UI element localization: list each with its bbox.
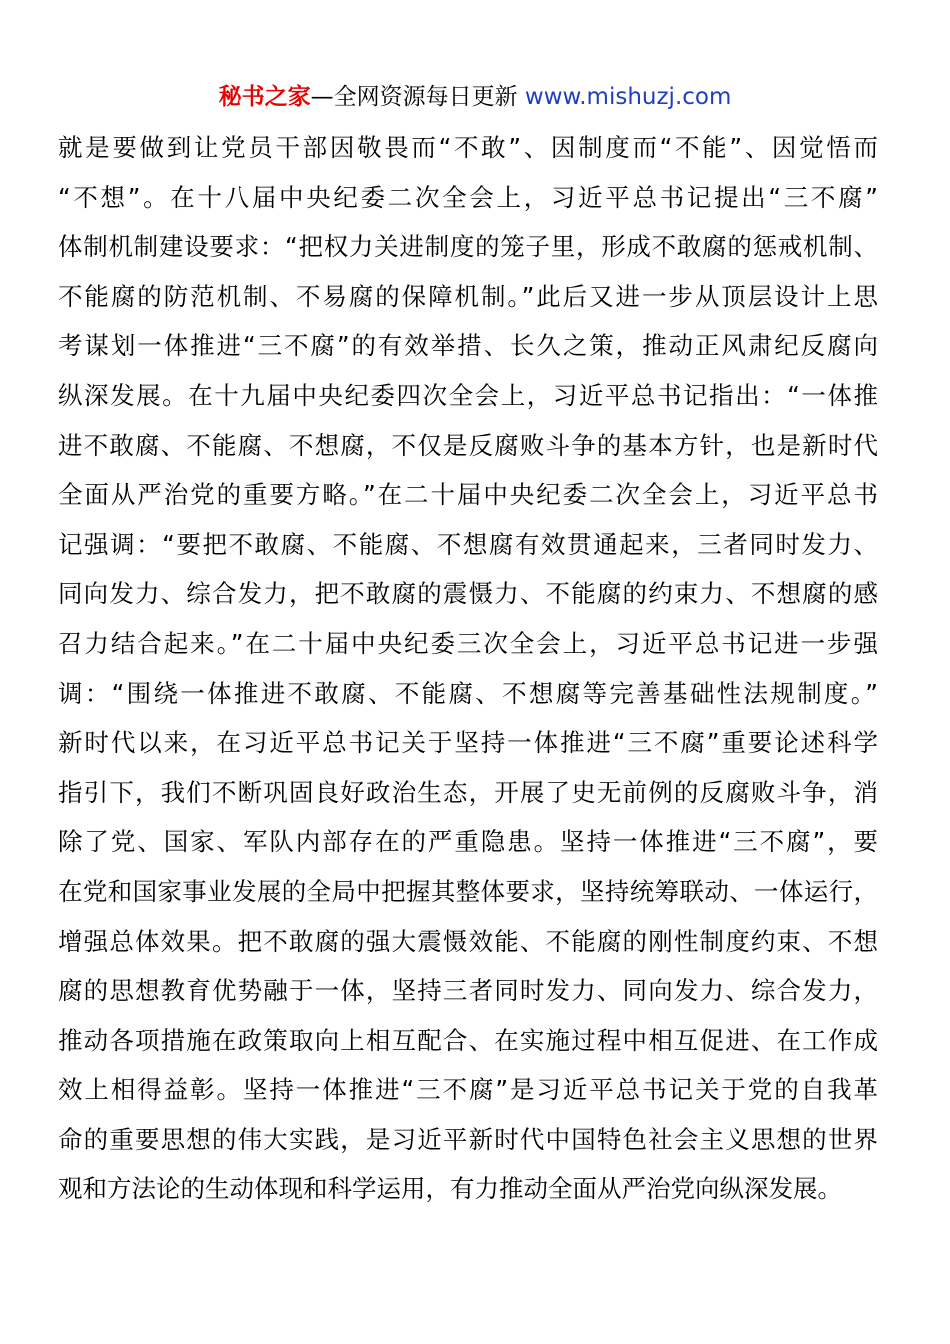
body-line: 不能腐的防范机制、不易腐的保障机制。”此后又进一步从顶层设计上思 — [58, 281, 878, 311]
body-line: 召力结合起来。”在二十届中央纪委三次全会上，习近平总书记进一步强 — [58, 628, 878, 658]
body-text — [58, 123, 878, 1214]
header-url-link[interactable]: www.mishuzj.com — [524, 84, 732, 110]
body-line: 推动各项措施在政策取向上相互配合、在实施过程中相互促进、在工作成 — [58, 1025, 878, 1055]
body-line: 体制机制建设要求：“把权力关进制度的笼子里，形成不敢腐的惩戒机制、 — [58, 232, 878, 262]
body-line: 就是要做到让党员干部因敬畏而“不敢”、因制度而“不能”、因觉悟而 — [58, 133, 878, 162]
page-header — [0, 80, 950, 114]
body-line: 同向发力、综合发力，把不敢腐的震慑力、不能腐的约束力、不想腐的感 — [58, 579, 878, 609]
header-brand: 秘书之家 — [218, 84, 311, 110]
body-line: “不想”。在十八届中央纪委二次全会上，习近平总书记提出“三不腐” — [58, 182, 878, 212]
body-line: 效上相得益彰。坚持一体推进“三不腐”是习近平总书记关于党的自我革 — [58, 1075, 878, 1105]
body-line: 纵深发展。在十九届中央纪委四次全会上，习近平总书记指出：“一体推 — [58, 380, 878, 410]
body-line: 进不敢腐、不能腐、不想腐，不仅是反腐败斗争的基本方针，也是新时代 — [58, 430, 878, 460]
body-line: 新时代以来，在习近平总书记关于坚持一体推进“三不腐”重要论述科学 — [58, 728, 878, 758]
body-line: 增强总体效果。把不敢腐的强大震慑效能、不能腐的刚性制度约束、不想 — [58, 926, 878, 956]
body-line: 全面从严治党的重要方略。”在二十届中央纪委二次全会上，习近平总书 — [58, 480, 878, 510]
header-tagline: —全网资源每日更新 — [310, 84, 525, 110]
body-line: 调：“围绕一体推进不敢腐、不能腐、不想腐等完善基础性法规制度。” — [58, 678, 878, 708]
body-line: 考谋划一体推进“三不腐”的有效举措、长久之策，推动正风肃纪反腐向 — [58, 331, 878, 361]
body-line: 指引下，我们不断巩固良好政治生态，开展了史无前例的反腐败斗争，消 — [58, 777, 878, 807]
body-line: 在党和国家事业发展的全局中把握其整体要求，坚持统筹联动、一体运行， — [58, 876, 878, 906]
body-line: 记强调：“要把不敢腐、不能腐、不想腐有效贯通起来，三者同时发力、 — [58, 529, 878, 559]
body-line: 观和方法论的生动体现和科学运用，有力推动全面从严治党向纵深发展。 — [58, 1174, 842, 1204]
body-line: 除了党、国家、军队内部存在的严重隐患。坚持一体推进“三不腐”，要 — [58, 827, 878, 857]
body-line: 命的重要思想的伟大实践，是习近平新时代中国特色社会主义思想的世界 — [58, 1124, 878, 1154]
body-line: 腐的思想教育优势融于一体，坚持三者同时发力、同向发力、综合发力， — [58, 976, 878, 1006]
